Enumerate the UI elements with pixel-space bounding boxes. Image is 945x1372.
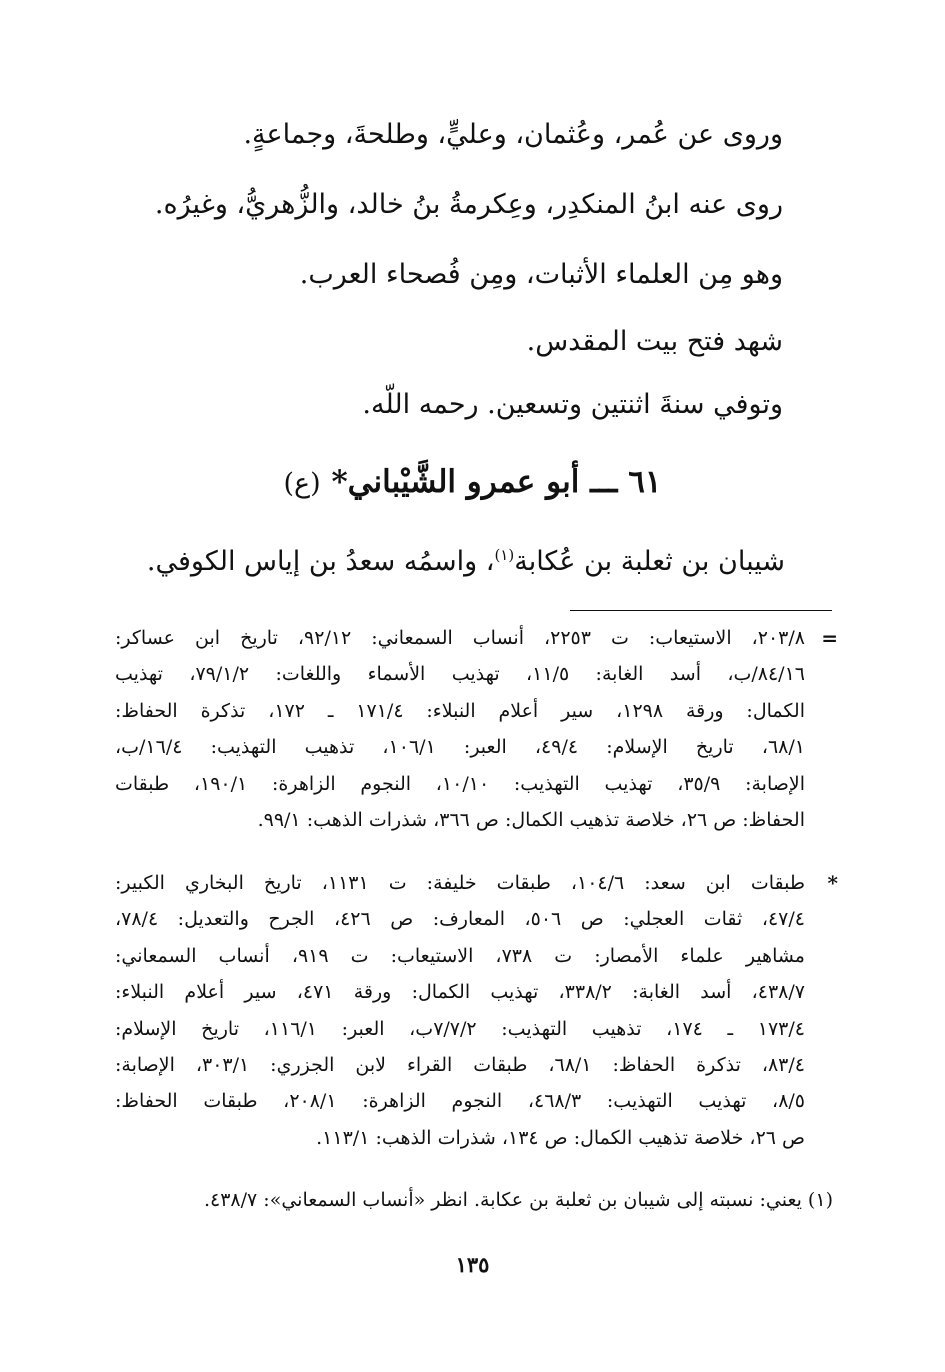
footnote-separator (570, 610, 832, 611)
body-line-4: شهد فتح بيت المقدس. (526, 326, 783, 357)
footnote-line: الحفاظ: ص ٢٦، خلاصة تذهيب الكمال: ص ٣٦٦، شذرات الذهب: ٩٩/١. (257, 808, 805, 831)
footnote-line: طبقات ابن سعد: ١٠٤/٦، طبقات خليفة: ت ١١٣١، تاريخ البخاري الكبير: (115, 872, 805, 894)
footnote-line: ص ٢٦، خلاصة تذهيب الكمال: ص ١٣٤، شذرات الذهب: ١١٣/١. (316, 1126, 805, 1149)
footnote-line: الإصابة: ٣٥/٩، تهذيب التهذيب: ١٠/١٠، النجوم الزاهرة: ١٩٠/١، طبقات (115, 772, 805, 795)
intro-text-start: شيبان بن ثعلبة بن عُكابة (514, 546, 785, 577)
footnote-starred-sources (115, 865, 838, 1156)
footnote-ref-1: (١) (494, 546, 515, 564)
body-line-1: وروى عن عُمر، وعُثمان، وعليٍّ، وطلحةَ، وجماعةٍ. (243, 119, 783, 150)
footnote-line: ١٧٣/٤ ـ ١٧٤، تذهيب التهذيب: ٧/٧/٢ب، العبر: ١١٦/١، تاريخ الإسلام: (115, 1017, 805, 1040)
footnote-continued (115, 620, 838, 838)
body-line-5: وتوفي سنةَ اثنتين وتسعين. رحمه اللّه. (362, 389, 783, 420)
page-number: ١٣٥ (455, 1252, 490, 1277)
continuation-marker: = (821, 626, 838, 650)
footnote-line: ٨٣/٤، تذكرة الحفاظ: ٦٨/١، طبقات القراء لابن الجزري: ٣٠٣/١، الإصابة: (115, 1053, 805, 1076)
footnote-line: ٢٠٣/٨، الاستيعاب: ت ٢٢٥٣، أنساب السمعاني: ٩٢/١٢، تاريخ ابن عساكر: (115, 627, 805, 649)
footnote-1: (١) يعني: نسبته إلى شيبان بن ثعلبة بن عكابة. انظر «أنساب السمعاني»: ٤٣٨/٧. (203, 1189, 833, 1211)
entry-siglum: (ع) (283, 468, 321, 499)
footnote-line: الكمال: ورقة ١٢٩٨، سير أعلام النبلاء: ١٧١/٤ ـ ١٧٢، تذكرة الحفاظ: (115, 699, 805, 722)
footnote-line: مشاهير علماء الأمصار: ت ٧٣٨، الاستيعاب: ت ٩١٩، أنساب السمعاني: (115, 944, 805, 967)
asterisk-marker: * (827, 871, 838, 895)
footnote-line: ٤٣٨/٧، أسد الغابة: ٣٣٨/٢، تهذيب الكمال: ورقة ٤٧١، سير أعلام النبلاء: (115, 981, 805, 1004)
footnote-line: ٤٧/٤، ثقات العجلي: ص ٥٠٦، المعارف: ص ٤٢٦، الجرح والتعديل: ٧٨/٤، (115, 908, 805, 931)
footnote-line: ٦٨/١، تاريخ الإسلام: ٤٩/٤، العبر: ١٠٦/١، تذهيب التهذيب: ١٦/٤/ب، (115, 736, 805, 759)
entry-intro (125, 535, 785, 582)
body-line-3: وهو مِن العلماء الأثبات، ومِن فُصحاء العرب. (299, 259, 783, 290)
entry-name: أبو عمرو الشَّيْباني* (331, 464, 580, 500)
entry-dash: ـــ (590, 464, 618, 500)
entry-number: ٦١ (628, 464, 662, 500)
footnote-line: ٨٤/١٦/ب، أسد الغابة: ١١/٥، تهذيب الأسماء واللغات: ٧٩/١/٢، تهذيب (115, 663, 805, 686)
body-line-2: روى عنه ابنُ المنكدِر، وعِكرمةُ بنُ خالد، والزُّهريُّ، وغيرُه. (154, 189, 783, 220)
entry-heading (0, 460, 945, 506)
intro-text-end: ، واسمُه سعدُ بن إياس الكوفي. (146, 546, 495, 577)
footnote-line: ٨/٥، تهذيب التهذيب: ٤٦٨/٣، النجوم الزاهرة: ٢٠٨/١، طبقات الحفاظ: (115, 1090, 805, 1113)
